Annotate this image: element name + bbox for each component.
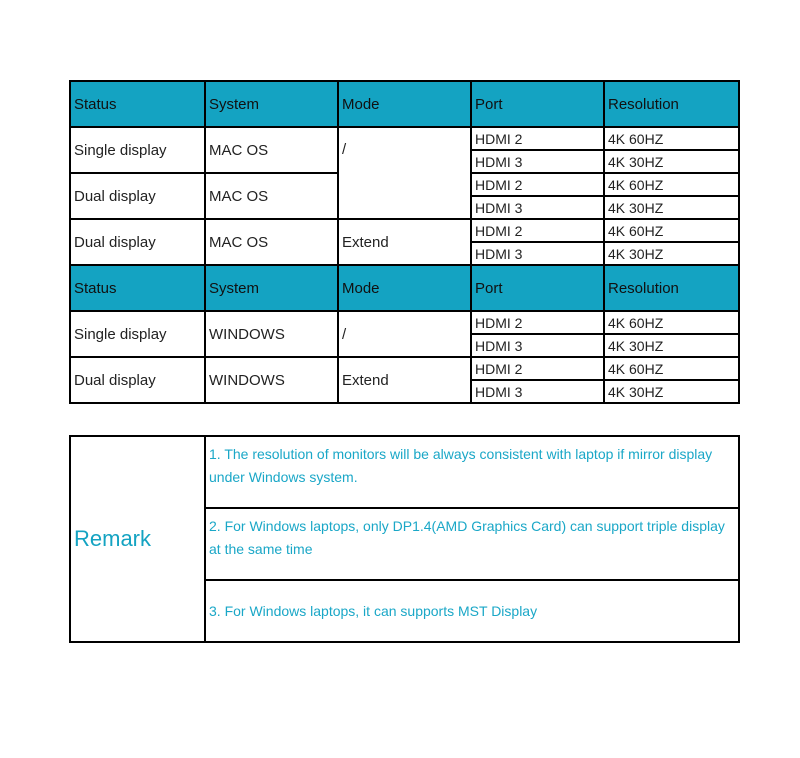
status-cell: Dual display: [70, 357, 205, 403]
remark-note-3: 3. For Windows laptops, it can supports MST Display: [205, 580, 739, 642]
status-cell: Single display: [70, 311, 205, 357]
port-cell: HDMI 3: [471, 150, 604, 173]
header-system: System: [205, 265, 338, 311]
table-header-row: [70, 265, 739, 311]
remark-note-2: 2. For Windows laptops, only DP1.4(AMD Graphics Card) can support triple display at the same time: [205, 508, 739, 580]
resolution-cell: 4K 30HZ: [604, 242, 739, 265]
table-row: [70, 219, 739, 242]
port-cell: HDMI 3: [471, 196, 604, 219]
resolution-cell: 4K 60HZ: [604, 127, 739, 150]
status-cell: Single display: [70, 127, 205, 173]
mode-cell: /: [338, 311, 471, 357]
header-mode: Mode: [338, 265, 471, 311]
remark-note-1: 1. The resolution of monitors will be always consistent with laptop if mirror display under Windows system.: [205, 436, 739, 508]
header-status: Status: [70, 81, 205, 127]
header-port: Port: [471, 265, 604, 311]
header-resolution: Resolution: [604, 81, 739, 127]
table-row: [70, 311, 739, 334]
port-cell: HDMI 2: [471, 127, 604, 150]
port-cell: HDMI 2: [471, 173, 604, 196]
table-header-row: [70, 81, 739, 127]
resolution-cell: 4K 60HZ: [604, 311, 739, 334]
port-cell: HDMI 3: [471, 242, 604, 265]
header-mode: Mode: [338, 81, 471, 127]
table-row: [70, 357, 739, 380]
system-cell: MAC OS: [205, 173, 338, 219]
remark-table: [69, 435, 740, 643]
port-cell: HDMI 2: [471, 357, 604, 380]
header-system: System: [205, 81, 338, 127]
status-cell: Dual display: [70, 219, 205, 265]
resolution-cell: 4K 30HZ: [604, 380, 739, 403]
header-port: Port: [471, 81, 604, 127]
remark-row: [70, 436, 739, 508]
mode-cell: Extend: [338, 219, 471, 265]
system-cell: MAC OS: [205, 219, 338, 265]
header-status: Status: [70, 265, 205, 311]
resolution-cell: 4K 60HZ: [604, 219, 739, 242]
resolution-cell: 4K 60HZ: [604, 173, 739, 196]
table-row: [70, 127, 739, 150]
port-cell: HDMI 3: [471, 380, 604, 403]
status-cell: Dual display: [70, 173, 205, 219]
port-cell: HDMI 2: [471, 219, 604, 242]
remark-title: Remark: [70, 436, 205, 642]
resolution-cell: 4K 60HZ: [604, 357, 739, 380]
mode-cell: Extend: [338, 357, 471, 403]
display-spec-table: [69, 80, 740, 404]
resolution-cell: 4K 30HZ: [604, 150, 739, 173]
resolution-cell: 4K 30HZ: [604, 334, 739, 357]
port-cell: HDMI 2: [471, 311, 604, 334]
port-cell: HDMI 3: [471, 334, 604, 357]
header-resolution: Resolution: [604, 265, 739, 311]
system-cell: WINDOWS: [205, 357, 338, 403]
resolution-cell: 4K 30HZ: [604, 196, 739, 219]
system-cell: MAC OS: [205, 127, 338, 173]
system-cell: WINDOWS: [205, 311, 338, 357]
mode-cell: /: [338, 127, 471, 219]
